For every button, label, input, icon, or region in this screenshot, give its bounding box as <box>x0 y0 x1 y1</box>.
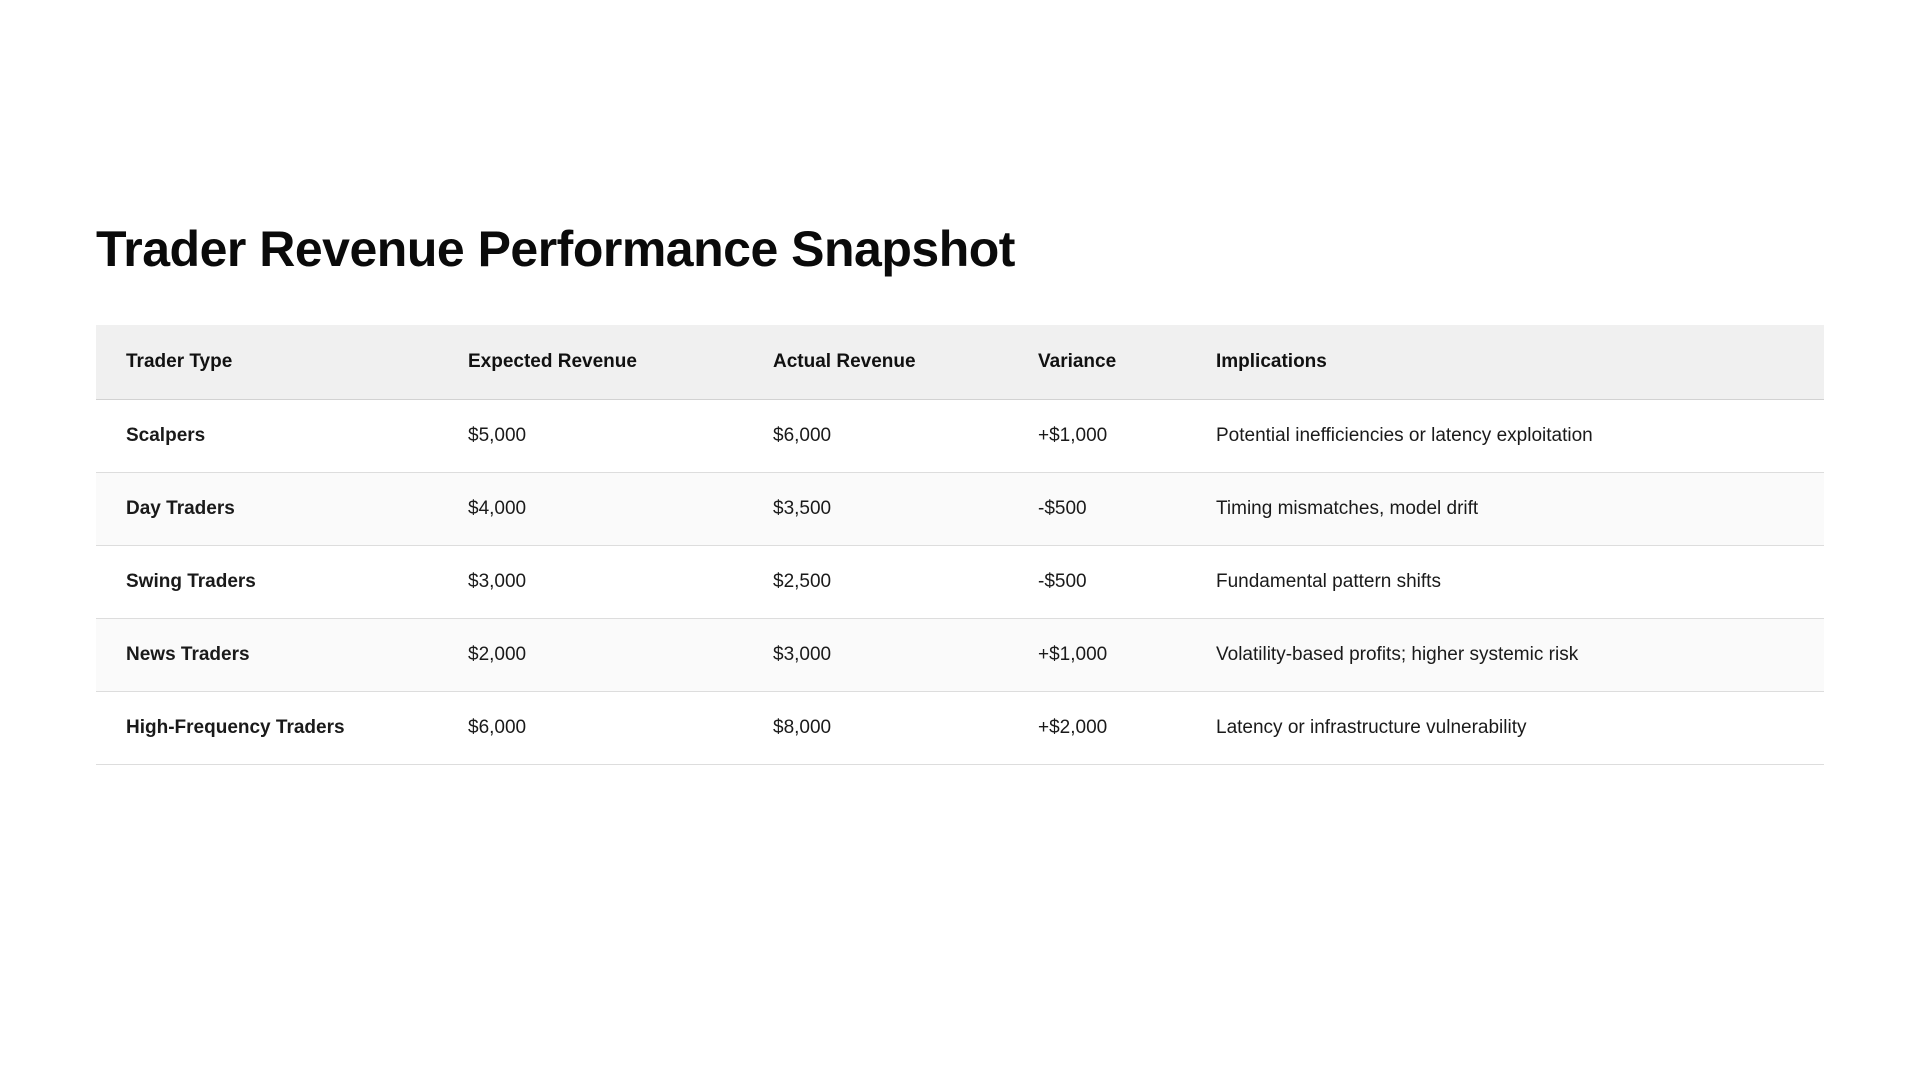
trader-revenue-table-container <box>96 325 1824 765</box>
page-title: Trader Revenue Performance Snapshot <box>96 220 1015 277</box>
table-header-row <box>96 325 1824 400</box>
cell-variance: +$1,000 <box>1038 619 1216 692</box>
column-header-variance: Variance <box>1038 325 1216 400</box>
cell-variance: -$500 <box>1038 546 1216 619</box>
cell-actual-revenue: $3,000 <box>773 619 1038 692</box>
cell-actual-revenue: $6,000 <box>773 400 1038 473</box>
column-header-trader-type: Trader Type <box>96 325 468 400</box>
cell-variance: +$2,000 <box>1038 692 1216 765</box>
cell-expected-revenue: $4,000 <box>468 473 773 546</box>
cell-expected-revenue: $6,000 <box>468 692 773 765</box>
table-header <box>96 325 1824 400</box>
table-row <box>96 546 1824 619</box>
cell-implications: Potential inefficiencies or latency exploitation <box>1216 400 1824 473</box>
cell-expected-revenue: $2,000 <box>468 619 773 692</box>
cell-implications: Volatility-based profits; higher systemic risk <box>1216 619 1824 692</box>
cell-trader-type: High-Frequency Traders <box>96 692 468 765</box>
table-row <box>96 619 1824 692</box>
cell-implications: Fundamental pattern shifts <box>1216 546 1824 619</box>
cell-implications: Timing mismatches, model drift <box>1216 473 1824 546</box>
cell-expected-revenue: $3,000 <box>468 546 773 619</box>
trader-revenue-table <box>96 325 1824 765</box>
table-row <box>96 692 1824 765</box>
column-header-expected-revenue: Expected Revenue <box>468 325 773 400</box>
cell-actual-revenue: $8,000 <box>773 692 1038 765</box>
cell-expected-revenue: $5,000 <box>468 400 773 473</box>
cell-implications: Latency or infrastructure vulnerability <box>1216 692 1824 765</box>
table-row <box>96 400 1824 473</box>
cell-trader-type: News Traders <box>96 619 468 692</box>
cell-variance: +$1,000 <box>1038 400 1216 473</box>
table-row <box>96 473 1824 546</box>
cell-trader-type: Scalpers <box>96 400 468 473</box>
column-header-implications: Implications <box>1216 325 1824 400</box>
column-header-actual-revenue: Actual Revenue <box>773 325 1038 400</box>
table-body <box>96 400 1824 765</box>
cell-actual-revenue: $2,500 <box>773 546 1038 619</box>
cell-trader-type: Day Traders <box>96 473 468 546</box>
cell-actual-revenue: $3,500 <box>773 473 1038 546</box>
cell-variance: -$500 <box>1038 473 1216 546</box>
cell-trader-type: Swing Traders <box>96 546 468 619</box>
